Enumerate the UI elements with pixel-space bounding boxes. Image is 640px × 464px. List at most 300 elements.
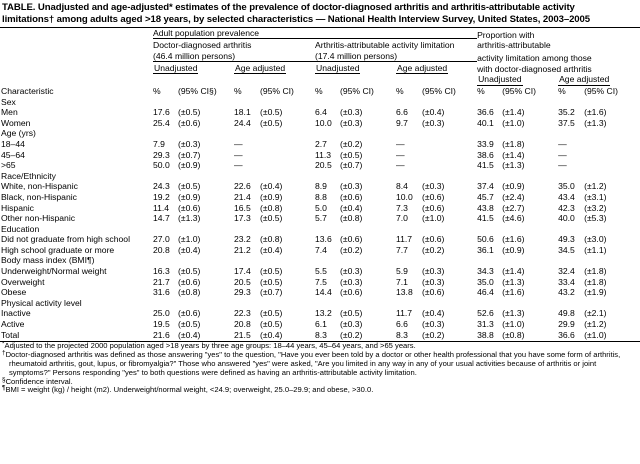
- header-adjust-unadjusted-3: Unadjusted: [478, 74, 522, 85]
- cell-value: 34.5: [558, 244, 575, 255]
- cell-ci: (±0.3): [422, 181, 445, 192]
- cell-ci: (±0.6): [178, 308, 201, 319]
- cell-value: 8.4: [396, 181, 408, 192]
- cell-value: 7.0: [396, 213, 408, 224]
- cell-value: 36.1: [477, 244, 494, 255]
- header-ci-6: (95% CI): [584, 85, 618, 96]
- table-row: [1, 181, 639, 192]
- cell-ci: (±0.5): [260, 213, 283, 224]
- cell-ci: (±0.3): [340, 276, 363, 287]
- cell-ci: (±0.7): [340, 160, 363, 171]
- cell-value: 35.0: [558, 181, 575, 192]
- cell-ci: (±0.8): [260, 202, 283, 213]
- footnote-marker: ¶: [2, 384, 6, 392]
- cell-ci: (±1.3): [178, 213, 201, 224]
- header-ci-1: (95% CI§): [178, 85, 217, 96]
- cell-ci: (±0.5): [178, 319, 201, 330]
- cell-ci: (±1.6): [502, 287, 525, 298]
- cell-ci: (±3.0): [584, 234, 607, 245]
- header-empty-cell-5: [1, 74, 153, 86]
- cell-ci: (±1.4): [502, 107, 525, 118]
- table-section-row: [1, 128, 639, 139]
- cell-value: 11.7: [396, 234, 413, 245]
- cell-value: 33.9: [477, 138, 494, 149]
- footnote-marker: *: [2, 340, 5, 348]
- table-row: [1, 107, 639, 118]
- cell-ci: (±0.5): [260, 308, 283, 319]
- header-empty-cell-6: [153, 74, 477, 86]
- cell-ci: (±0.6): [340, 191, 363, 202]
- table-body: [1, 96, 639, 340]
- cell-ci: (±0.9): [260, 191, 283, 202]
- cell-ci: (±0.4): [260, 244, 283, 255]
- cell-value: 43.8: [477, 202, 494, 213]
- header-group-doctor-diagnosed: Doctor-diagnosed arthritis: [153, 40, 252, 51]
- cell-value: 24.4: [234, 117, 251, 128]
- table-row: [1, 213, 639, 224]
- cell-ci: (±1.2): [584, 181, 607, 192]
- header-pct-4: %: [396, 85, 404, 96]
- cell-value: 13.8: [396, 287, 413, 298]
- cell-ci: (±0.3): [422, 117, 445, 128]
- cell-value: 35.0: [477, 276, 494, 287]
- cell-ci: (±0.5): [178, 266, 201, 277]
- cell-value: 11.3: [315, 149, 332, 160]
- cell-value: 40.1: [477, 117, 494, 128]
- table-section-row: [1, 255, 639, 266]
- row-label: Other non-Hispanic: [1, 213, 76, 224]
- cell-ci: (±3.1): [584, 191, 607, 202]
- header-empty-cell-4: [1, 63, 153, 75]
- cell-value: 5.9: [396, 266, 408, 277]
- cell-ci: (±0.6): [422, 234, 445, 245]
- cell-value: 29.3: [153, 149, 170, 160]
- cell-value: 13.6: [315, 234, 332, 245]
- cell-ci: (±0.3): [340, 181, 363, 192]
- section-label: Education: [1, 223, 40, 234]
- section-spacer: [153, 255, 639, 266]
- cell-ci: (±0.6): [422, 202, 445, 213]
- cell-ci: (±1.6): [502, 234, 525, 245]
- cell-value: 6.6: [396, 319, 408, 330]
- header-proportion-line-1: Proportion with: [477, 30, 535, 41]
- row-label: 18–44: [1, 138, 25, 149]
- section-label: Age (yrs): [1, 128, 36, 139]
- cell-value: 8.9: [315, 181, 327, 192]
- cell-value: 22.6: [234, 181, 251, 192]
- cell-value: 7.5: [315, 276, 327, 287]
- cell-ci: (±0.2): [340, 244, 363, 255]
- header-empty-cell: [1, 28, 153, 40]
- cell-ci: (±0.3): [422, 319, 445, 330]
- header-pct-3: %: [315, 85, 323, 96]
- cell-value: 11.7: [396, 308, 413, 319]
- header-ci-3: (95% CI): [340, 85, 374, 96]
- cell-value: 9.7: [396, 117, 408, 128]
- cell-ci: (±0.3): [422, 266, 445, 277]
- cell-value: 27.0: [153, 234, 170, 245]
- cell-ci: (±0.4): [422, 308, 445, 319]
- cell-ci: (±4.6): [502, 213, 525, 224]
- header-adjust-row: [1, 63, 639, 75]
- cell-value: —: [558, 138, 567, 149]
- cell-value: 42.3: [558, 202, 575, 213]
- row-label: >65: [1, 160, 16, 171]
- footnote: [2, 386, 638, 395]
- cell-value: —: [396, 149, 405, 160]
- row-label: Black, non-Hispanic: [1, 191, 77, 202]
- cell-value: 20.8: [234, 319, 251, 330]
- cell-value: 17.3: [234, 213, 251, 224]
- cell-ci: (±1.2): [584, 319, 607, 330]
- cell-value: 20.5: [234, 276, 251, 287]
- table-row: [1, 139, 639, 150]
- table-row: [1, 234, 639, 245]
- prevalence-table: [1, 28, 639, 340]
- cell-value: 10.0: [396, 191, 413, 202]
- cell-value: 21.2: [234, 244, 251, 255]
- cell-value: 21.7: [153, 276, 170, 287]
- table-row: [1, 160, 639, 171]
- footnotes: [0, 342, 640, 395]
- cell-ci: (±1.9): [584, 287, 607, 298]
- table-head: [1, 28, 639, 96]
- section-spacer: [153, 96, 639, 107]
- cell-ci: (±1.0): [502, 319, 525, 330]
- header-proportion-line-3: activity limitation among those: [477, 52, 592, 63]
- section-spacer: [153, 128, 639, 139]
- cell-ci: (±0.3): [422, 276, 445, 287]
- cell-value: 43.2: [558, 287, 575, 298]
- cell-ci: (±0.6): [422, 191, 445, 202]
- header-supergroup-row: [1, 28, 639, 40]
- cell-value: 7.9: [153, 138, 165, 149]
- cell-value: 37.5: [558, 117, 575, 128]
- cell-value: 14.7: [153, 213, 170, 224]
- cell-ci: (±1.3): [502, 308, 525, 319]
- cell-value: 35.2: [558, 107, 575, 118]
- cell-value: 6.4: [315, 107, 327, 118]
- cell-ci: (±1.8): [584, 276, 607, 287]
- cell-value: 31.6: [153, 287, 170, 298]
- cell-ci: (±1.3): [502, 276, 525, 287]
- cell-ci: (±0.5): [260, 319, 283, 330]
- cell-value: 41.5: [477, 160, 494, 171]
- cell-value: —: [234, 160, 243, 171]
- header-adult-population-prevalence: Adult population prevalence: [153, 28, 477, 40]
- cell-ci: (±0.6): [178, 117, 201, 128]
- table-total-row: [1, 329, 639, 340]
- footnote: [2, 351, 638, 378]
- cell-ci: (±3.2): [584, 202, 607, 213]
- cell-ci: (±0.8): [178, 287, 201, 298]
- cell-value: 25.0: [153, 308, 170, 319]
- cell-ci: (±0.3): [340, 117, 363, 128]
- cell-ci: (±0.2): [340, 329, 363, 340]
- header-ci-4: (95% CI): [422, 85, 456, 96]
- cell-ci: (±2.1): [584, 308, 607, 319]
- row-label: Underweight/Normal weight: [1, 266, 107, 277]
- cell-ci: (±0.6): [340, 287, 363, 298]
- cell-ci: (±0.5): [260, 276, 283, 287]
- header-ci-2: (95% CI): [260, 85, 294, 96]
- cell-value: 43.4: [558, 191, 575, 202]
- table-title: [0, 0, 640, 25]
- cell-value: 46.4: [477, 287, 494, 298]
- cell-value: —: [234, 138, 243, 149]
- row-label: Active: [1, 319, 25, 330]
- section-spacer: [153, 170, 639, 181]
- header-group-doctor-diagnosed-count: (46.4 million persons): [153, 51, 315, 63]
- table-row: [1, 308, 639, 319]
- cell-ci: (±0.3): [340, 266, 363, 277]
- cell-ci: (±0.2): [422, 244, 445, 255]
- section-label: Sex: [1, 96, 16, 107]
- cell-value: 21.4: [234, 191, 251, 202]
- cell-ci: (±0.9): [502, 244, 525, 255]
- header-adjust-row-right: [1, 74, 639, 86]
- cell-value: 6.1: [315, 319, 327, 330]
- row-label: Men: [1, 107, 18, 118]
- cell-ci: (±0.9): [178, 160, 201, 171]
- cell-value: 7.4: [315, 244, 327, 255]
- header-pct-6: %: [558, 85, 566, 96]
- row-label: Total: [1, 329, 20, 340]
- cell-value: —: [396, 160, 405, 171]
- header-adjust-unadjusted-1: Unadjusted: [154, 62, 198, 73]
- cell-value: 37.4: [477, 181, 494, 192]
- cell-value: 49.8: [558, 308, 575, 319]
- cell-value: 21.6: [153, 329, 170, 340]
- row-label: High school graduate or more: [1, 244, 115, 255]
- header-empty-cell-2: [1, 40, 153, 50]
- footnote-text: Doctor-diagnosed arthritis was defined as those answering "yes" to the question, "Have you ever been told by a doctor or other health professional that you have some form of arthritis, rheumatoid arthritis, gout, lupus, or fibromyalgia?" Those who answered "yes" were asked, "Are you limited in any way in any of your usual activities because of arthritis or joint symptoms?" Persons responding "yes" to both questions were defined as having an arthritis-attributable activity limitation.: [5, 349, 621, 377]
- cell-value: 6.6: [396, 107, 408, 118]
- cell-ci: (±0.5): [260, 117, 283, 128]
- cell-value: —: [558, 149, 567, 160]
- cell-ci: (±0.7): [178, 149, 201, 160]
- cell-value: 34.3: [477, 266, 494, 277]
- cell-value: 38.6: [477, 149, 494, 160]
- section-label: Race/Ethnicity: [1, 170, 56, 181]
- cell-ci: (±0.3): [178, 138, 201, 149]
- cell-value: 10.0: [315, 117, 332, 128]
- cell-ci: (±0.7): [260, 287, 283, 298]
- cell-value: 8.8: [315, 191, 327, 202]
- section-label: Body mass index (BMI¶): [1, 255, 95, 266]
- cell-ci: (±0.8): [260, 234, 283, 245]
- header-group-activity-limitation-count: (17.4 million persons): [315, 51, 477, 63]
- cell-value: 31.3: [477, 319, 494, 330]
- cell-value: 20.8: [153, 244, 170, 255]
- table-section-row: [1, 298, 639, 309]
- table-row: [1, 319, 639, 330]
- cell-ci: (±1.3): [584, 117, 607, 128]
- row-label: Hispanic: [1, 202, 34, 213]
- row-label: 45–64: [1, 149, 25, 160]
- table-row: [1, 192, 639, 203]
- cell-value: 11.4: [153, 202, 170, 213]
- cell-value: 5.5: [315, 266, 327, 277]
- cell-ci: (±2.7): [502, 202, 525, 213]
- cell-value: 5.0: [315, 202, 327, 213]
- cell-value: 40.0: [558, 213, 575, 224]
- table-row: [1, 202, 639, 213]
- row-label: Did not graduate from high school: [1, 234, 130, 245]
- header-adjust-ageadjusted-3: Age adjusted: [559, 74, 610, 85]
- header-subgroup-row: [1, 51, 639, 63]
- header-adjust-unadjusted-2: Unadjusted: [316, 62, 360, 73]
- cell-ci: (±1.0): [422, 213, 445, 224]
- cell-value: 36.6: [558, 329, 575, 340]
- cell-value: 50.6: [477, 234, 494, 245]
- header-proportion-line-2: arthritis-attributable: [477, 40, 551, 51]
- cell-value: 41.5: [477, 213, 494, 224]
- cell-ci: (±0.6): [422, 287, 445, 298]
- table-section-row: [1, 170, 639, 181]
- cell-ci: (±1.8): [584, 266, 607, 277]
- cell-ci: (±1.0): [502, 117, 525, 128]
- cell-ci: (±0.3): [340, 107, 363, 118]
- cell-ci: (±1.0): [178, 234, 201, 245]
- table-row: [1, 276, 639, 287]
- header-pct-5: %: [477, 85, 485, 96]
- header-group-activity-limitation: Arthritis-attributable activity limitation: [315, 40, 455, 51]
- cell-ci: (±0.9): [178, 191, 201, 202]
- section-spacer: [153, 223, 639, 234]
- table-title-line-2: limitations† among adults aged >18 years, by selected characteristics — National Health Interview Survey, United States, 2003–2005: [2, 13, 591, 25]
- cell-ci: (±0.2): [340, 138, 363, 149]
- cell-value: 22.3: [234, 308, 251, 319]
- cell-value: 19.2: [153, 191, 170, 202]
- cell-ci: (±0.2): [422, 329, 445, 340]
- cell-ci: (±0.4): [178, 244, 201, 255]
- cell-value: 32.4: [558, 266, 575, 277]
- header-adjust-ageadjusted-2: Age adjusted: [397, 62, 448, 73]
- cell-ci: (±0.4): [422, 107, 445, 118]
- table-row: [1, 245, 639, 256]
- cell-value: 8.3: [315, 329, 327, 340]
- header-ci-5: (95% CI): [502, 85, 536, 96]
- row-label: Overweight: [1, 276, 45, 287]
- cell-value: 29.3: [234, 287, 251, 298]
- cell-value: 18.1: [234, 107, 251, 118]
- cell-value: 20.5: [315, 160, 332, 171]
- cell-value: 50.0: [153, 160, 170, 171]
- cell-value: —: [396, 138, 405, 149]
- header-units-row: [1, 86, 639, 96]
- cell-value: 7.7: [396, 244, 408, 255]
- cell-ci: (±0.5): [178, 181, 201, 192]
- header-pct-1: %: [153, 85, 161, 96]
- cell-ci: (±1.4): [502, 149, 525, 160]
- cell-ci: (±0.9): [502, 181, 525, 192]
- cell-value: 16.3: [153, 266, 170, 277]
- table-row: [1, 287, 639, 298]
- cell-value: 25.4: [153, 117, 170, 128]
- footnote-marker: †: [2, 349, 6, 357]
- cell-ci: (±2.4): [502, 191, 525, 202]
- cell-ci: (±1.1): [584, 244, 607, 255]
- cell-ci: (±1.3): [502, 160, 525, 171]
- cell-value: 19.5: [153, 319, 170, 330]
- header-group-row: [1, 40, 639, 50]
- cell-value: —: [234, 149, 243, 160]
- cell-ci: (±0.6): [178, 202, 201, 213]
- header-pct-2: %: [234, 85, 242, 96]
- cell-value: 16.5: [234, 202, 251, 213]
- row-label: Obese: [1, 287, 27, 298]
- cell-ci: (±0.6): [178, 276, 201, 287]
- cell-ci: (±1.4): [502, 266, 525, 277]
- cell-value: 52.6: [477, 308, 494, 319]
- cell-ci: (±0.4): [260, 329, 283, 340]
- header-proportion-line-4: with doctor-diagnosed arthritis: [477, 64, 592, 75]
- section-spacer: [153, 298, 639, 309]
- row-label: White, non-Hispanic: [1, 181, 78, 192]
- cell-value: 7.3: [396, 202, 408, 213]
- header-adjust-ageadjusted-1: Age adjusted: [235, 62, 286, 73]
- cell-ci: (±0.4): [340, 202, 363, 213]
- footnote-text: Confidence interval.: [5, 376, 73, 386]
- cell-ci: (±0.5): [340, 149, 363, 160]
- cell-value: —: [558, 160, 567, 171]
- cell-value: 33.4: [558, 276, 575, 287]
- cell-value: 21.5: [234, 329, 251, 340]
- cell-value: 24.3: [153, 181, 170, 192]
- table-section-row: [1, 223, 639, 234]
- cell-ci: (±0.8): [502, 329, 525, 340]
- header-characteristic: Characteristic: [1, 85, 54, 96]
- cell-ci: (±0.3): [340, 319, 363, 330]
- cell-ci: (±0.4): [178, 329, 201, 340]
- cell-value: 14.4: [315, 287, 332, 298]
- cell-ci: (±1.0): [584, 329, 607, 340]
- table-row: [1, 117, 639, 128]
- cell-value: 29.9: [558, 319, 575, 330]
- cell-ci: (±0.5): [260, 266, 283, 277]
- cell-value: 2.7: [315, 138, 327, 149]
- table-section-row: [1, 96, 639, 107]
- cell-value: 49.3: [558, 234, 575, 245]
- table-title-line-1: TABLE. Unadjusted and age-adjusted* estimates of the prevalence of doctor-diagnosed arthritis and arthritis-attributable activity: [2, 2, 575, 13]
- cell-ci: (±0.5): [178, 107, 201, 118]
- row-label: Women: [1, 117, 31, 128]
- cell-value: 17.6: [153, 107, 170, 118]
- cell-value: 5.7: [315, 213, 327, 224]
- cell-value: 17.4: [234, 266, 251, 277]
- cell-ci: (±0.5): [260, 107, 283, 118]
- row-label: Inactive: [1, 308, 31, 319]
- cell-ci: (±0.6): [340, 234, 363, 245]
- cell-ci: (±1.8): [502, 138, 525, 149]
- footnote-marker: §: [2, 375, 6, 383]
- cell-value: 7.1: [396, 276, 408, 287]
- cell-ci: (±0.4): [260, 181, 283, 192]
- footnote-text: Adjusted to the projected 2000 population aged >18 years by three age groups: 18–44 years, 45–64 years, and >65 years.: [4, 340, 416, 350]
- cell-value: 38.8: [477, 329, 494, 340]
- cell-ci: (±0.5): [340, 308, 363, 319]
- footnote-text: BMI = weight (kg) / height (m2). Underweight/normal weight, <24.9; overweight, 25.0–29.9; and obese, >30.0.: [5, 385, 374, 395]
- cell-value: 36.6: [477, 107, 494, 118]
- header-empty-cell-3: [1, 51, 153, 63]
- cell-value: 8.3: [396, 329, 408, 340]
- cell-value: 23.2: [234, 234, 251, 245]
- table-row: [1, 266, 639, 277]
- cell-value: 13.2: [315, 308, 332, 319]
- cell-ci: (±5.3): [584, 213, 607, 224]
- table-row: [1, 149, 639, 160]
